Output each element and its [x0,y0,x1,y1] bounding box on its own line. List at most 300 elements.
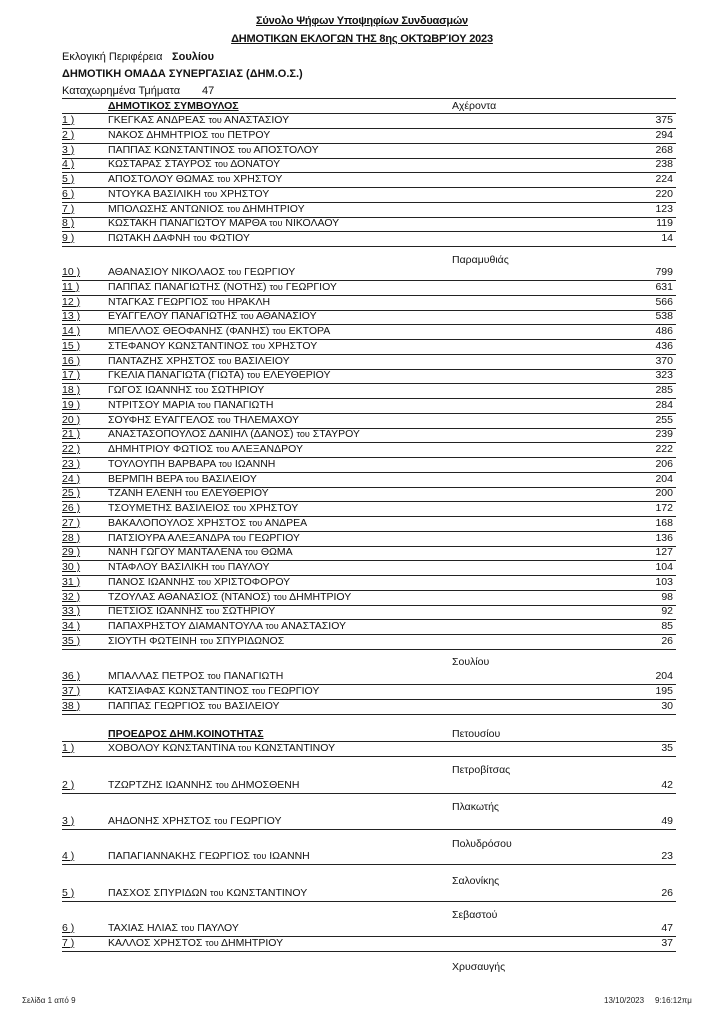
vote-count: 204 [655,670,673,682]
table-row [62,369,676,384]
of-word: του [226,203,241,214]
candidate-surname: ΜΠΑΛΛΑΣ ΠΕΤΡΟΣ [108,670,205,682]
row-number: 28 ) [62,531,81,544]
row-number: 26 ) [62,502,81,514]
table-row [62,620,676,635]
table-row [62,144,676,159]
row-number: 37 ) [62,684,81,697]
of-word: του [218,458,232,469]
of-word: του [208,115,222,125]
candidate-surname: ΠΑΠΠΑΣ ΓΕΩΡΓΙΟΣ [108,699,206,712]
candidate-name [108,635,284,648]
table-row [62,296,676,311]
of-word: του [208,700,222,711]
row-number: 29 ) [62,546,81,559]
of-word: του [227,267,242,277]
location-label: Παραμυθιάς [452,254,509,266]
candidate-surname: ΣΟΥΦΗΣ ΕΥΑΓΓΕΛΟΣ [108,413,215,426]
row-number: 31 ) [62,575,81,588]
vote-count: 220 [655,187,673,200]
table-row [62,188,676,203]
candidate-father: ΠΑΥΛΟΥ [197,922,239,934]
row-number: 4 ) [62,158,75,171]
candidate-surname: ΒΕΡΜΠΗ ΒΕΡΑ [108,472,183,485]
candidate-surname: ΜΠΟΛΩΣΗΣ ΑΝΤΩΝΙΟΣ [108,202,224,215]
candidate-surname: ΝΤΑΓΚΑΣ ΓΕΩΡΓΙΟΣ [108,295,209,308]
candidate-surname: ΠΑΠΠΑΣ ΠΑΝΑΓΙΩΤΗΣ (ΝΟΤΗΣ) [108,280,267,293]
vote-count: 566 [655,295,673,308]
of-word: του [207,671,221,681]
row-number: 1 ) [62,742,75,754]
vote-count: 26 [661,634,673,647]
of-word: του [237,144,252,155]
candidate-name [108,355,290,368]
vote-count: 238 [655,158,673,171]
row-number: 30 ) [62,561,81,573]
of-word: του [197,576,212,587]
document-subtitle: ΔΗΜΟΤΙΚΩΝ ΕΚΛΟΓΩΝ ΤΗΣ 8ης ΟΚΤΩΒΡΊΟΥ 2023 [231,33,493,45]
candidate-father: ΒΑΣΙΛΕΙΟΥ [234,354,290,367]
row-number: 10 ) [62,266,81,278]
table-row [62,217,676,232]
of-word: του [232,532,246,543]
vote-count: 123 [655,202,673,215]
row-number: 18 ) [62,384,81,396]
vote-count: 195 [655,684,673,697]
row-number: 7 ) [62,202,75,215]
candidate-surname: ΠΑΤΣΙΟΥΡΑ ΑΛΕΞΑΝΔΡΑ [108,531,230,544]
row-number: 2 ) [62,128,75,141]
table-row [62,815,676,830]
row-number: 3 ) [62,815,75,827]
candidate-surname: ΜΠΕΛΛΟΣ ΘΕΟΦΑΝΗΣ (ΦΑΝΗΣ) [108,325,270,337]
candidate-name [108,670,283,683]
of-word: του [244,547,258,558]
vote-count: 375 [655,114,673,126]
table-row [62,266,676,281]
vote-count: 486 [655,325,673,337]
candidate-name [108,281,337,294]
candidate-surname: ΓΚΕΓΚΑΣ ΑΝΔΡΕΑΣ [108,114,206,126]
candidate-name [108,173,282,186]
candidate-father: ΣΩΤΗΡΙΟΥ [211,384,265,396]
candidate-father: ΕΛΕΥΘΕΡΙΟΥ [263,369,331,382]
candidate-surname: ΚΩΣΤΑΚΗ ΠΑΝΑΓΙΩΤΟΥ ΜΑΡΘΑ [108,217,267,230]
of-word: του [203,188,218,199]
print-date: 13/10/2023 [604,996,645,1005]
vote-count: 104 [655,561,673,573]
candidate-surname: ΑΝΑΣΤΑΣΟΠΟΥΛΟΣ ΔΑΝΙΗΛ (ΔΑΝΟΣ) [108,428,294,441]
candidate-surname: ΚΑΛΛΟΣ ΧΡΗΣΤΟΣ [108,936,203,949]
candidate-name [108,325,330,338]
of-word: του [232,503,247,513]
table-row [62,685,676,700]
candidate-father: ΠΑΝΑΓΙΩΤΗ [223,670,284,682]
candidate-surname: ΝΑΝΗ ΓΩΓΟΥ ΜΑΝΤΑΛΕΝΑ [108,546,242,559]
candidate-father: ΓΕΩΡΓΙΟΥ [248,531,300,544]
candidate-father: ΧΡΙΣΤΟΦΟΡΟΥ [213,575,291,588]
candidate-name [108,384,264,397]
page-number: Σελίδα 1 από 9 [22,996,76,1005]
candidate-surname: ΠΑΣΧΟΣ ΣΠΥΡΙΔΩΝ [108,887,208,899]
sections-label: Καταχωρημένα Τμήματα [62,85,181,97]
candidate-name [108,266,295,279]
row-number: 16 ) [62,354,81,367]
table-row [62,310,676,325]
candidate-name [108,369,331,382]
candidate-surname: ΤΖΑΝΗ ΕΛΕΝΗ [108,487,183,500]
table-row [62,576,676,591]
candidate-surname: ΝΤΟΥΚΑ ΒΑΣΙΛΙΚΗ [108,187,201,200]
vote-count: 42 [661,779,673,791]
row-number: 6 ) [62,922,75,934]
table-row [62,742,676,757]
candidate-surname: ΤΟΥΛΟΥΠΗ ΒΑΡΒΑΡΑ [108,457,216,470]
table-row [62,114,676,129]
candidate-surname: ΑΘΑΝΑΣΙΟΥ ΝΙΚΟΛΑΟΣ [108,266,225,278]
table-row [62,937,676,952]
table-row [62,129,676,144]
district-line [62,51,215,63]
row-number: 6 ) [62,187,75,200]
vote-count: 35 [661,742,673,754]
vote-count: 127 [655,546,673,559]
row-number: 15 ) [62,339,81,352]
row-number: 34 ) [62,620,81,632]
candidate-name [108,620,346,633]
candidate-father: ΑΝΑΣΤΑΣΙΟΥ [281,620,347,632]
candidate-surname: ΠΩΤΑΚΗ ΔΑΦΝΗ [108,232,191,244]
vote-count: 200 [655,487,673,500]
councillors-header [62,100,676,114]
vote-count: 222 [655,443,673,455]
table-row [62,443,676,458]
vote-count: 284 [655,398,673,411]
of-word: του [215,444,230,454]
vote-count: 538 [655,310,673,323]
table-row [62,517,676,532]
table-row [62,399,676,414]
vote-count: 294 [655,128,673,141]
row-number: 11 ) [62,280,80,293]
of-word: του [211,129,225,140]
table-row [62,700,676,715]
candidate-surname: ΤΖΩΡΤΖΗΣ ΙΩΑΝΝΗΣ [108,779,213,791]
location-label: Πετροβίτσας [452,764,511,776]
candidate-surname: ΤΣΟΥΜΕΤΗΣ ΒΑΣΙΛΕΙΟΣ [108,502,230,514]
candidate-father: ΚΩΝΣΤΑΝΤΙΝΟΥ [254,742,336,754]
candidate-surname: ΓΚΕΛΙΑ ΠΑΝΑΓΙΩΤΑ (ΓΙΩΤΑ) [108,369,244,382]
vote-count: 14 [661,232,673,244]
vote-count: 268 [655,143,673,156]
candidate-father: ΠΕΤΡΟΥ [227,128,271,141]
candidate-name [108,232,250,245]
table-row [62,605,676,620]
row-number: 17 ) [62,369,81,382]
of-word: του [216,174,231,184]
table-row [62,779,676,794]
candidate-name [108,129,270,142]
candidate-name [108,561,269,574]
vote-count: 204 [655,472,673,485]
candidate-name [108,114,289,127]
candidate-name [108,458,275,471]
candidate-father: ΧΡΗΣΤΟΥ [268,339,318,352]
location-label: Σουλίου [452,656,490,668]
candidate-surname: ΝΤΑΦΛΟΥ ΒΑΣΙΛΙΚΗ [108,561,209,573]
table-row [62,232,676,247]
location-label: Πετουσίου [452,728,501,740]
row-number: 38 ) [62,699,81,712]
vote-count: 239 [655,428,673,441]
candidate-name [108,922,239,935]
candidate-surname: ΠΑΠΑΓΙΑΝΝΑΚΗΣ ΓΕΩΡΓΙΟΣ [108,850,251,862]
presidents-heading: ΠΡΟΕΔΡΟΣ ΔΗΜ.ΚΟΙΝΟΤΗΤΑΣ [108,728,264,740]
candidate-father: ΧΡΗΣΤΟΥ [249,502,299,514]
document-title: Σύνολο Ψήφων Υποψηφίων Συνδυασμών [256,15,468,27]
of-word: του [199,635,214,646]
vote-count: 224 [655,173,673,185]
location-label: Πολυδρόσου [452,838,512,850]
candidate-name [108,144,319,157]
candidate-father: ΑΝΔΡΕΑ [264,516,308,529]
row-number: 12 ) [62,295,81,308]
table-row [62,473,676,488]
vote-count: 168 [655,516,673,529]
candidate-father: ΣΤΑΥΡΟΥ [312,428,360,441]
table-row [62,487,676,502]
of-word: του [273,591,287,602]
of-word: του [211,296,225,307]
row-number: 33 ) [62,605,81,618]
row-number: 8 ) [62,217,75,230]
candidate-name [108,517,307,530]
candidate-surname: ΣΙΟΥΤΗ ΦΩΤΕΙΝΗ [108,634,197,647]
candidate-name [108,700,280,713]
vote-count: 172 [655,502,673,514]
print-time: 9:16:12πμ [655,996,692,1005]
of-word: του [197,399,211,410]
vote-count: 370 [655,354,673,367]
candidate-surname: ΒΑΚΑΛΟΠΟΥΛΟΣ ΧΡΗΣΤΟΣ [108,516,246,529]
candidate-father: ΔΗΜΗΤΡΙΟΥ [220,936,284,949]
candidate-surname: ΤΑΧΙΑΣ ΗΛΙΑΣ [108,922,178,934]
table-row [62,414,676,429]
candidate-father: ΗΡΑΚΛΗ [227,295,271,308]
candidate-name [108,605,275,618]
party-name: ΔΗΜΟΤΙΚΗ ΟΜΑΔΑ ΣΥΝΕΡΓΑΣΙΑΣ (ΔΗΜ.Ο.Σ.) [62,68,303,80]
row-number: 14 ) [62,325,81,337]
row-number: 22 ) [62,443,81,455]
vote-count: 49 [661,815,673,827]
district-label: Εκλογική Περιφέρεια [62,51,163,63]
candidate-father: ΠΑΥΛΟΥ [227,561,270,573]
row-number: 4 ) [62,850,75,862]
candidate-name [108,815,281,828]
candidate-name [108,443,303,456]
table-row [62,532,676,547]
candidate-father: ΒΑΣΙΛΕΙΟΥ [224,699,280,712]
row-number: 35 ) [62,634,81,647]
candidate-father: ΓΕΩΡΓΙΟΥ [268,684,320,697]
of-word: του [185,488,199,499]
table-row [62,281,676,296]
table-row [62,203,676,218]
vote-count: 92 [661,605,673,618]
candidate-father: ΔΗΜΗΤΡΙΟΥ [242,202,305,215]
of-word: του [272,326,286,336]
candidate-name [108,779,299,792]
of-word: του [211,562,225,572]
row-number: 9 ) [62,232,75,244]
candidate-name [108,850,310,863]
location-label: Σεβαστού [452,909,498,921]
candidate-father: ΑΝΑΣΤΑΣΙΟΥ [224,114,290,126]
candidate-surname: ΠΑΠΠΑΣ ΚΩΝΣΤΑΝΤΙΝΟΣ [108,143,235,156]
of-word: του [214,816,228,826]
vote-count: 255 [655,413,673,426]
table-row [62,355,676,370]
candidate-surname: ΓΩΓΟΣ ΙΩΑΝΝΗΣ [108,384,192,396]
vote-count: 37 [661,936,673,949]
table-row [62,887,676,902]
table-row [62,158,676,173]
candidate-father: ΧΡΗΣΤΟΥ [233,173,283,185]
of-word: του [248,517,263,528]
vote-count: 323 [655,369,673,382]
of-word: του [210,888,224,898]
table-row [62,502,676,517]
of-word: του [240,311,254,322]
of-word: του [296,429,310,440]
location-label: Πλακωτής [452,801,499,813]
candidate-name [108,340,317,353]
candidate-father: ΝΙΚΟΛΑΟΥ [285,217,340,230]
candidate-father: ΑΠΟΣΤΟΛΟΥ [253,143,319,156]
candidate-father: ΔΟΝΑΤΟΥ [230,158,281,171]
row-number: 5 ) [62,173,75,185]
table-row [62,458,676,473]
vote-count: 26 [661,887,673,899]
table-row [62,384,676,399]
of-word: του [246,370,261,381]
table-row [62,922,676,937]
candidate-name [108,887,307,900]
candidate-surname: ΣΤΕΦΑΝΟΥ ΚΩΝΣΤΑΝΤΙΝΟΣ [108,339,249,352]
candidate-surname: ΝΑΚΟΣ ΔΗΜΗΤΡΙΟΣ [108,128,209,141]
candidate-name [108,937,283,950]
row-number: 3 ) [62,143,75,156]
councillors-heading: ΔΗΜΟΤΙΚΟΣ ΣΥΜΒΟΥΛΟΣ [108,100,239,112]
candidate-surname: ΠΑΝΤΑΖΗΣ ΧΡΗΣΤΟΣ [108,354,216,367]
candidate-surname: ΠΑΝΟΣ ΙΩΑΝΝΗΣ [108,575,195,588]
vote-count: 206 [655,457,673,470]
location-label: Χρυσαυγής [452,961,506,973]
candidate-name [108,428,360,441]
candidate-father: ΣΠΥΡΙΔΩΝΟΣ [216,634,285,647]
of-word: του [265,621,279,631]
candidate-father: ΘΩΜΑ [260,546,293,559]
vote-count: 23 [661,850,673,862]
divider [62,98,676,99]
candidate-name [108,473,257,486]
of-word: του [185,473,199,484]
candidate-name [108,203,305,216]
row-number: 25 ) [62,487,81,500]
candidate-name [108,546,293,559]
table-row [62,591,676,606]
of-word: του [217,414,231,425]
location-label: Σαλονίκης [452,875,500,887]
of-word: του [251,340,266,351]
candidate-surname: ΑΗΔΟΝΗΣ ΧΡΗΣΤΟΣ [108,815,212,827]
candidate-father: ΑΘΑΝΑΣΙΟΥ [256,310,317,323]
candidate-name [108,742,335,755]
district-value: Σουλίου [172,51,215,63]
of-word: του [205,937,219,948]
of-word: του [237,743,252,753]
candidate-father: ΓΕΩΡΓΙΟΥ [244,266,296,278]
vote-count: 47 [661,922,673,934]
candidate-father: ΚΩΝΣΤΑΝΤΙΝΟΥ [226,887,308,899]
candidate-surname: ΠΕΤΣΙΟΣ ΙΩΑΝΝΗΣ [108,605,203,618]
vote-count: 436 [655,339,673,352]
table-row [62,325,676,340]
candidate-father: ΦΩΤΙΟΥ [209,232,250,244]
candidate-father: ΔΗΜΟΣΘΕΝΗ [231,779,300,791]
row-number: 36 ) [62,670,81,682]
row-number: 1 ) [62,114,75,126]
candidate-father: ΠΑΝΑΓΙΩΤΗ [213,398,274,411]
vote-count: 30 [661,699,673,712]
of-word: του [194,385,209,395]
candidate-name [108,296,270,309]
candidate-name [108,576,290,589]
row-number: 2 ) [62,779,75,791]
candidate-father: ΑΛΕΞΑΝΔΡΟΥ [231,443,303,455]
candidate-name [108,158,280,171]
candidate-name [108,487,269,500]
candidate-father: ΙΩΑΝΝΗ [269,850,310,862]
vote-count: 631 [655,280,673,293]
vote-count: 119 [656,217,673,230]
candidate-father: ΙΩΑΝΝΗ [234,457,276,470]
candidate-father: ΔΗΜΗΤΡΙΟΥ [289,590,352,603]
candidate-surname: ΚΑΤΣΙΑΦΑΣ ΚΩΝΣΤΑΝΤΙΝΟΣ [108,684,249,697]
row-number: 5 ) [62,887,75,899]
candidate-name [108,310,317,323]
row-number: 32 ) [62,590,81,603]
of-word: του [180,923,195,933]
candidate-father: ΣΩΤΗΡΙΟΥ [222,605,276,618]
row-number: 19 ) [62,398,81,411]
candidate-name [108,414,299,427]
location-label: Αχέροντα [452,100,497,112]
candidate-name [108,188,269,201]
table-row [62,670,676,685]
candidate-surname: ΝΤΡΙΤΣΟΥ ΜΑΡΙΑ [108,398,195,411]
of-word: του [269,281,283,292]
candidate-surname: ΔΗΜΗΤΡΙΟΥ ΦΩΤΙΟΣ [108,443,214,455]
sections-line [62,85,262,97]
row-number: 7 ) [62,936,75,949]
vote-count: 103 [655,575,673,588]
table-row [62,173,676,188]
candidate-father: ΓΕΩΡΓΙΟΥ [230,815,282,827]
candidate-name [108,532,300,545]
row-number: 27 ) [62,516,81,529]
table-row [62,850,676,865]
